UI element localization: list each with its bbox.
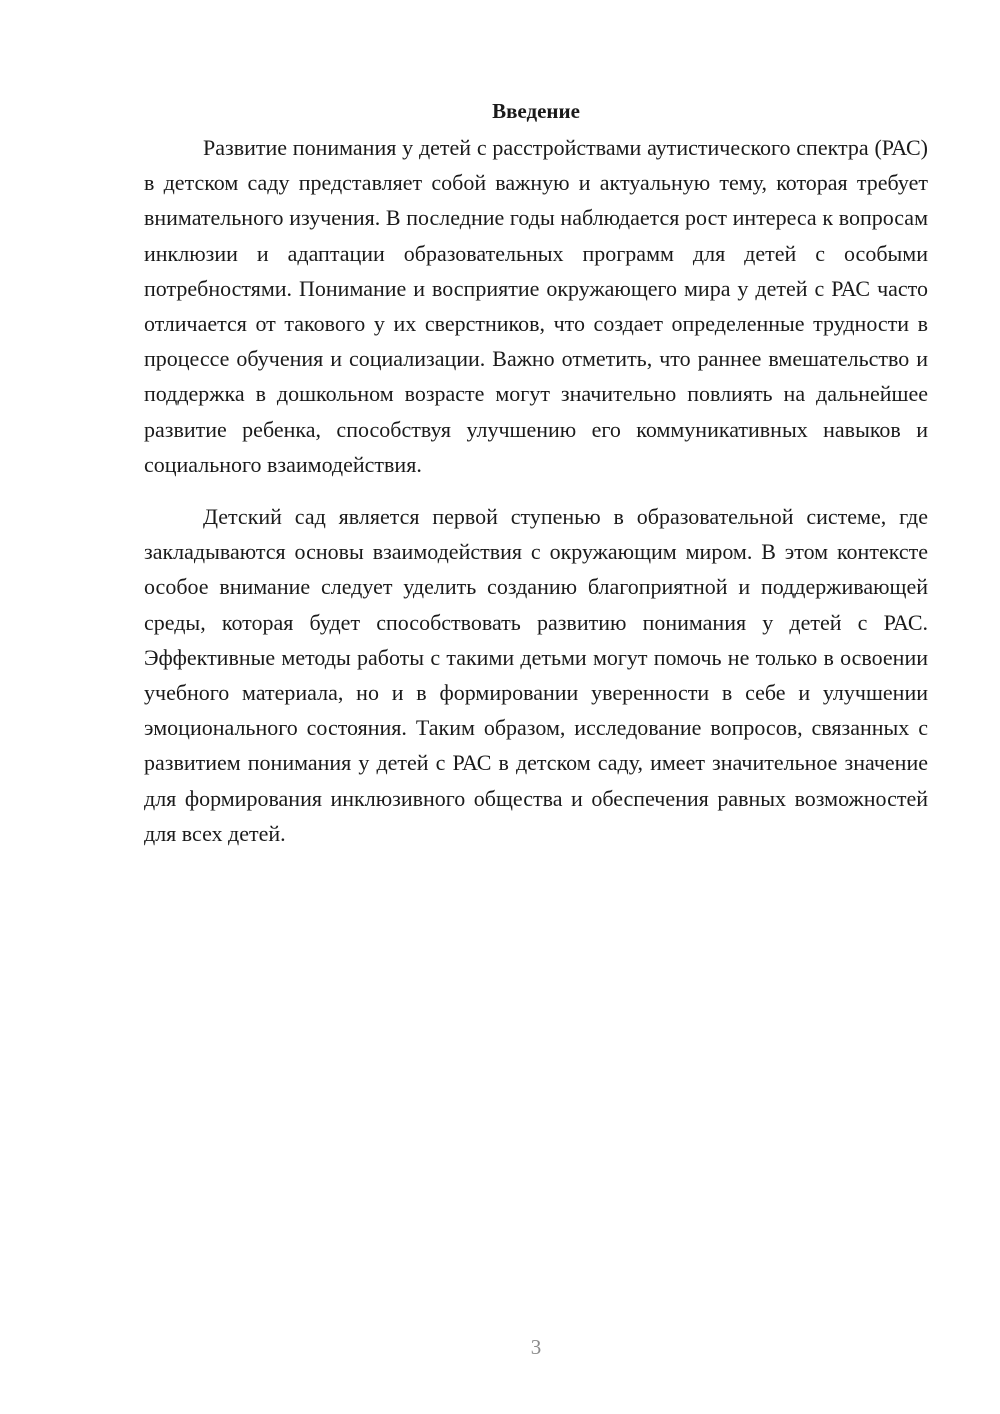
paragraph-2: Детский сад является первой ступенью в образовательной системе, где закладываются основы взаимодействия с окружающим миром. В этом контексте особое внимание следует уделить созданию благоприятной и поддерживающей среды, которая будет способствовать развитию понимания у детей с РАС. Эффективные методы работы с такими детьми могут помочь не только в освоении учебного материала, но и в формировании уверенности в себе и улучшении эмоционального состояния. Таким образом, исследование вопросов, связанных с развитием понимания у детей с РАС в детском саду, имеет значительное значение для формирования инклюзивного общества и обеспечения равных возможностей для всех детей. (144, 504, 928, 846)
section-heading: Введение (492, 99, 580, 123)
paragraph-1: Развитие понимания у детей с расстройствами аутистического спектра (РАС) в детском саду представляет собой важную и актуальную тему, которая требует внимательного изучения. В последние годы наблюдается рост интереса к вопросам инклюзии и адаптации образовательных программ для детей с особыми потребностями. Понимание и восприятие окружающего мира у детей с РАС часто отличается от такового у их сверстников, что создает определенные трудности в процессе обучения и социализации. Важно отметить, что раннее вмешательство и поддержка в дошкольном возрасте могут значительно повлиять на дальнейшее развитие ребенка, способствуя улучшению его коммуникативных навыков и социального взаимодействия. (144, 135, 928, 477)
page-number: 3 (530, 1335, 542, 1359)
page-content (144, 96, 928, 851)
